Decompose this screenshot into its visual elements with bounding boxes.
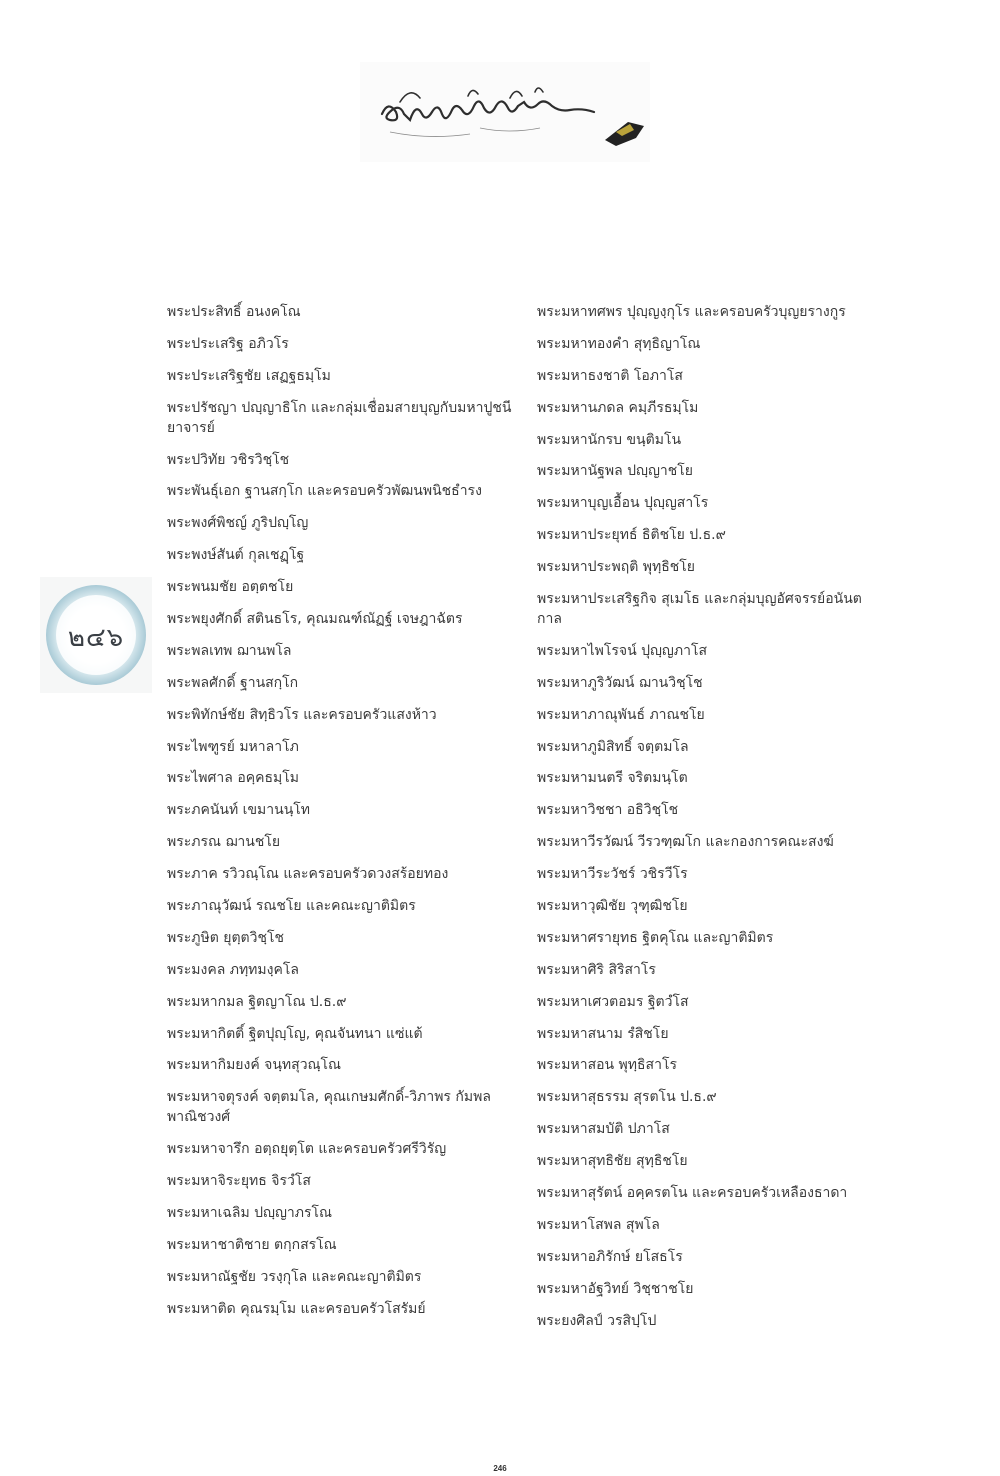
- list-item: พระภูษิต ยุตฺตวิชฺโช: [167, 929, 285, 946]
- list-item: พระมหาธงชาติ โอภาโส: [537, 367, 683, 384]
- list-item: พระภรณ ฌานชโย: [167, 834, 281, 851]
- list-item: พระมหาไพโรจน์ ปุญฺญภาโส: [537, 642, 708, 659]
- list-item: พระมหาสุธรรม สุรตโน ป.ธ.๙: [537, 1089, 717, 1106]
- list-item: พระมหาวีรวัฒน์ วีรวฑฺฒโก และกองการคณะสงฆ์: [537, 834, 834, 851]
- list-item: พระมหาวิชชา อธิวิชฺโช: [537, 802, 679, 819]
- list-item: พระพลเทพ ฌานพโล: [167, 642, 292, 659]
- list-item: พระยงศิลป์ วรสิปฺโป: [537, 1312, 657, 1329]
- list-item: พระพันธุ์เอก ฐานสกฺโก และครอบครัวพัฒนพนิชธำรง: [167, 483, 482, 500]
- list-item: พระมหาติด คุณรมฺโม และครอบครัวโสรัมย์: [167, 1300, 426, 1317]
- list-item: พระประเสริฐ อภิวโร: [167, 335, 289, 352]
- list-item: พระมหาอัฐวิทย์ วิชฺชาชโย: [537, 1280, 694, 1297]
- list-item: พระพยุงศักดิ์ สตินธโร, คุณมณฑ์ณัฏฐ์ เจษฎาฉัตร: [167, 611, 463, 628]
- list-item: พระมหาชาติชาย ตกฺกสรโณ: [167, 1236, 337, 1253]
- list-item: พระมหาภูมิสิทธิ์ จตฺตมโล: [537, 738, 689, 755]
- list-item: พระมหาเฉลิม ปญฺญาภรโณ: [167, 1205, 333, 1222]
- list-item: พระมหาอภิรักษ์ ยโสธโร: [537, 1248, 683, 1265]
- list-item: พระมหาจิระยุทธ จิรวํโส: [167, 1173, 311, 1190]
- list-item: พระปวิทัย วชิรวิชฺโช: [167, 451, 290, 468]
- list-item: พระมหาณัฐชัย วรงฺกุโล และคณะญาติมิตร: [167, 1268, 422, 1285]
- list-item: พระมหาวีระวัชร์ วชิรวีโร: [537, 866, 688, 883]
- list-item: พระมหากมล ฐิตญาโณ ป.ธ.๙: [167, 993, 347, 1010]
- list-item: พระมหาสุทธิชัย สุทฺธิชโย: [537, 1153, 688, 1170]
- footer-page-number: 246: [493, 1464, 507, 1473]
- list-item: พระภาณุวัฒน์ รณชโย และคณะญาติมิตร: [167, 898, 416, 915]
- list-item: พระปรัชญา ปญฺญาธิโก และกลุ่มเชื่อมสายบุญกับมหาปูชนียาจารย์: [167, 399, 512, 436]
- list-item: พระมหาสอน พุทฺธิสาโร: [537, 1057, 678, 1074]
- list-item: พระไพศาล อคฺคธมฺโม: [167, 770, 299, 787]
- list-item: พระมหาศิริ สิริสาโร: [537, 961, 656, 978]
- list-item: พระภคนันท์ เขมานนฺโท: [167, 802, 311, 819]
- list-item: พระมหาบุญเอื้อน ปุญฺญสาโร: [537, 495, 709, 512]
- list-item: พระมหาสุรัตน์ อคฺครตโน และครอบครัวเหลืองธาดา: [537, 1185, 848, 1202]
- header-calligraphy-image: [360, 62, 650, 162]
- list-item: พระมหาภูริวัฒน์ ฌานวิชฺโช: [537, 674, 703, 691]
- list-item: พระมหากิมยงค์ จนฺทสุวณฺโณ: [167, 1057, 342, 1074]
- list-item: พระมหาประพฤติ พุทฺธิชโย: [537, 559, 695, 576]
- list-item: พระไพฑูรย์ มหาลาโภ: [167, 738, 299, 755]
- donor-list-left: [167, 302, 512, 1331]
- list-item: พระมหาภาณุพันธ์ ภาณชโย: [537, 706, 705, 723]
- list-item: พระพงศ์พิชญ์ ภูริปญฺโญ: [167, 515, 309, 532]
- list-item: พระมหาจตุรงค์ จตฺตมโล, คุณเกษมศักดิ์-วิภาพร กัมพลพาณิชวงศ์: [167, 1089, 491, 1126]
- page-number-badge: [40, 577, 152, 693]
- list-item: พระมหาสนาม รํสิชโย: [537, 1025, 669, 1042]
- list-item: พระมหาทศพร ปุญฺญงฺกุโร และครอบครัวบุญยรางกูร: [537, 304, 846, 320]
- list-item: พระมหากิตติ์ ฐิตปุญฺโญ, คุณจันทนา แซ่แต้: [167, 1025, 423, 1042]
- list-item: พระภาค รวิวณฺโณ และครอบครัวดวงสร้อยทอง: [167, 866, 449, 883]
- list-item: พระประเสริฐชัย เสฏฐธมฺโม: [167, 367, 331, 384]
- list-item: พระมหานัฐพล ปญฺญาชโย: [537, 463, 693, 480]
- list-item: พระมหาศรายุทธ ฐิตคุโณ และญาติมิตร: [537, 929, 774, 946]
- list-item: พระมหาจารึก อตฺถยุตฺโต และครอบครัวศรีวิรัญ: [167, 1141, 447, 1158]
- list-item: พระประสิทธิ์ อนงคโณ: [167, 304, 301, 320]
- list-item: พระมหาวุฒิชัย วุฑฺฒิชโย: [537, 898, 688, 915]
- list-item: พระพงษ์สันต์ กุลเชฏฺโฐ: [167, 547, 305, 564]
- list-item: พระมหานภดล คมฺภีรธมฺโม: [537, 399, 699, 416]
- list-item: พระมหาทองคำ สุทฺธิญาโณ: [537, 335, 701, 352]
- badge-number: ๒๔๖: [67, 623, 125, 653]
- list-item: พระมหาประเสริฐกิจ สุเมโธ และกลุ่มบุญอัศจรรย์อนันตกาล: [537, 591, 862, 628]
- list-item: พระมหาเศวตอมร ฐิตวํโส: [537, 993, 689, 1010]
- list-item: พระพลศักดิ์ ฐานสกฺโก: [167, 674, 299, 691]
- list-item: พระมหาประยุทธ์ ธิติชโย ป.ธ.๙: [537, 527, 726, 544]
- list-item: พระมหามนตรี จริตมนฺโต: [537, 770, 688, 787]
- list-item: พระพนมชัย อตฺตชโย: [167, 579, 294, 596]
- list-item: พระมหาโสพล สุพโล: [537, 1216, 660, 1233]
- list-item: พระมงคล ภทฺทมงฺคโล: [167, 961, 299, 978]
- list-item: พระพิทักษ์ชัย สิทฺธิวโร และครอบครัวแสงห้าว: [167, 706, 437, 723]
- list-item: พระมหานักรบ ขนฺติมโน: [537, 431, 682, 448]
- donor-list-right: [537, 302, 867, 1343]
- list-item: พระมหาสมบัติ ปภาโส: [537, 1121, 670, 1138]
